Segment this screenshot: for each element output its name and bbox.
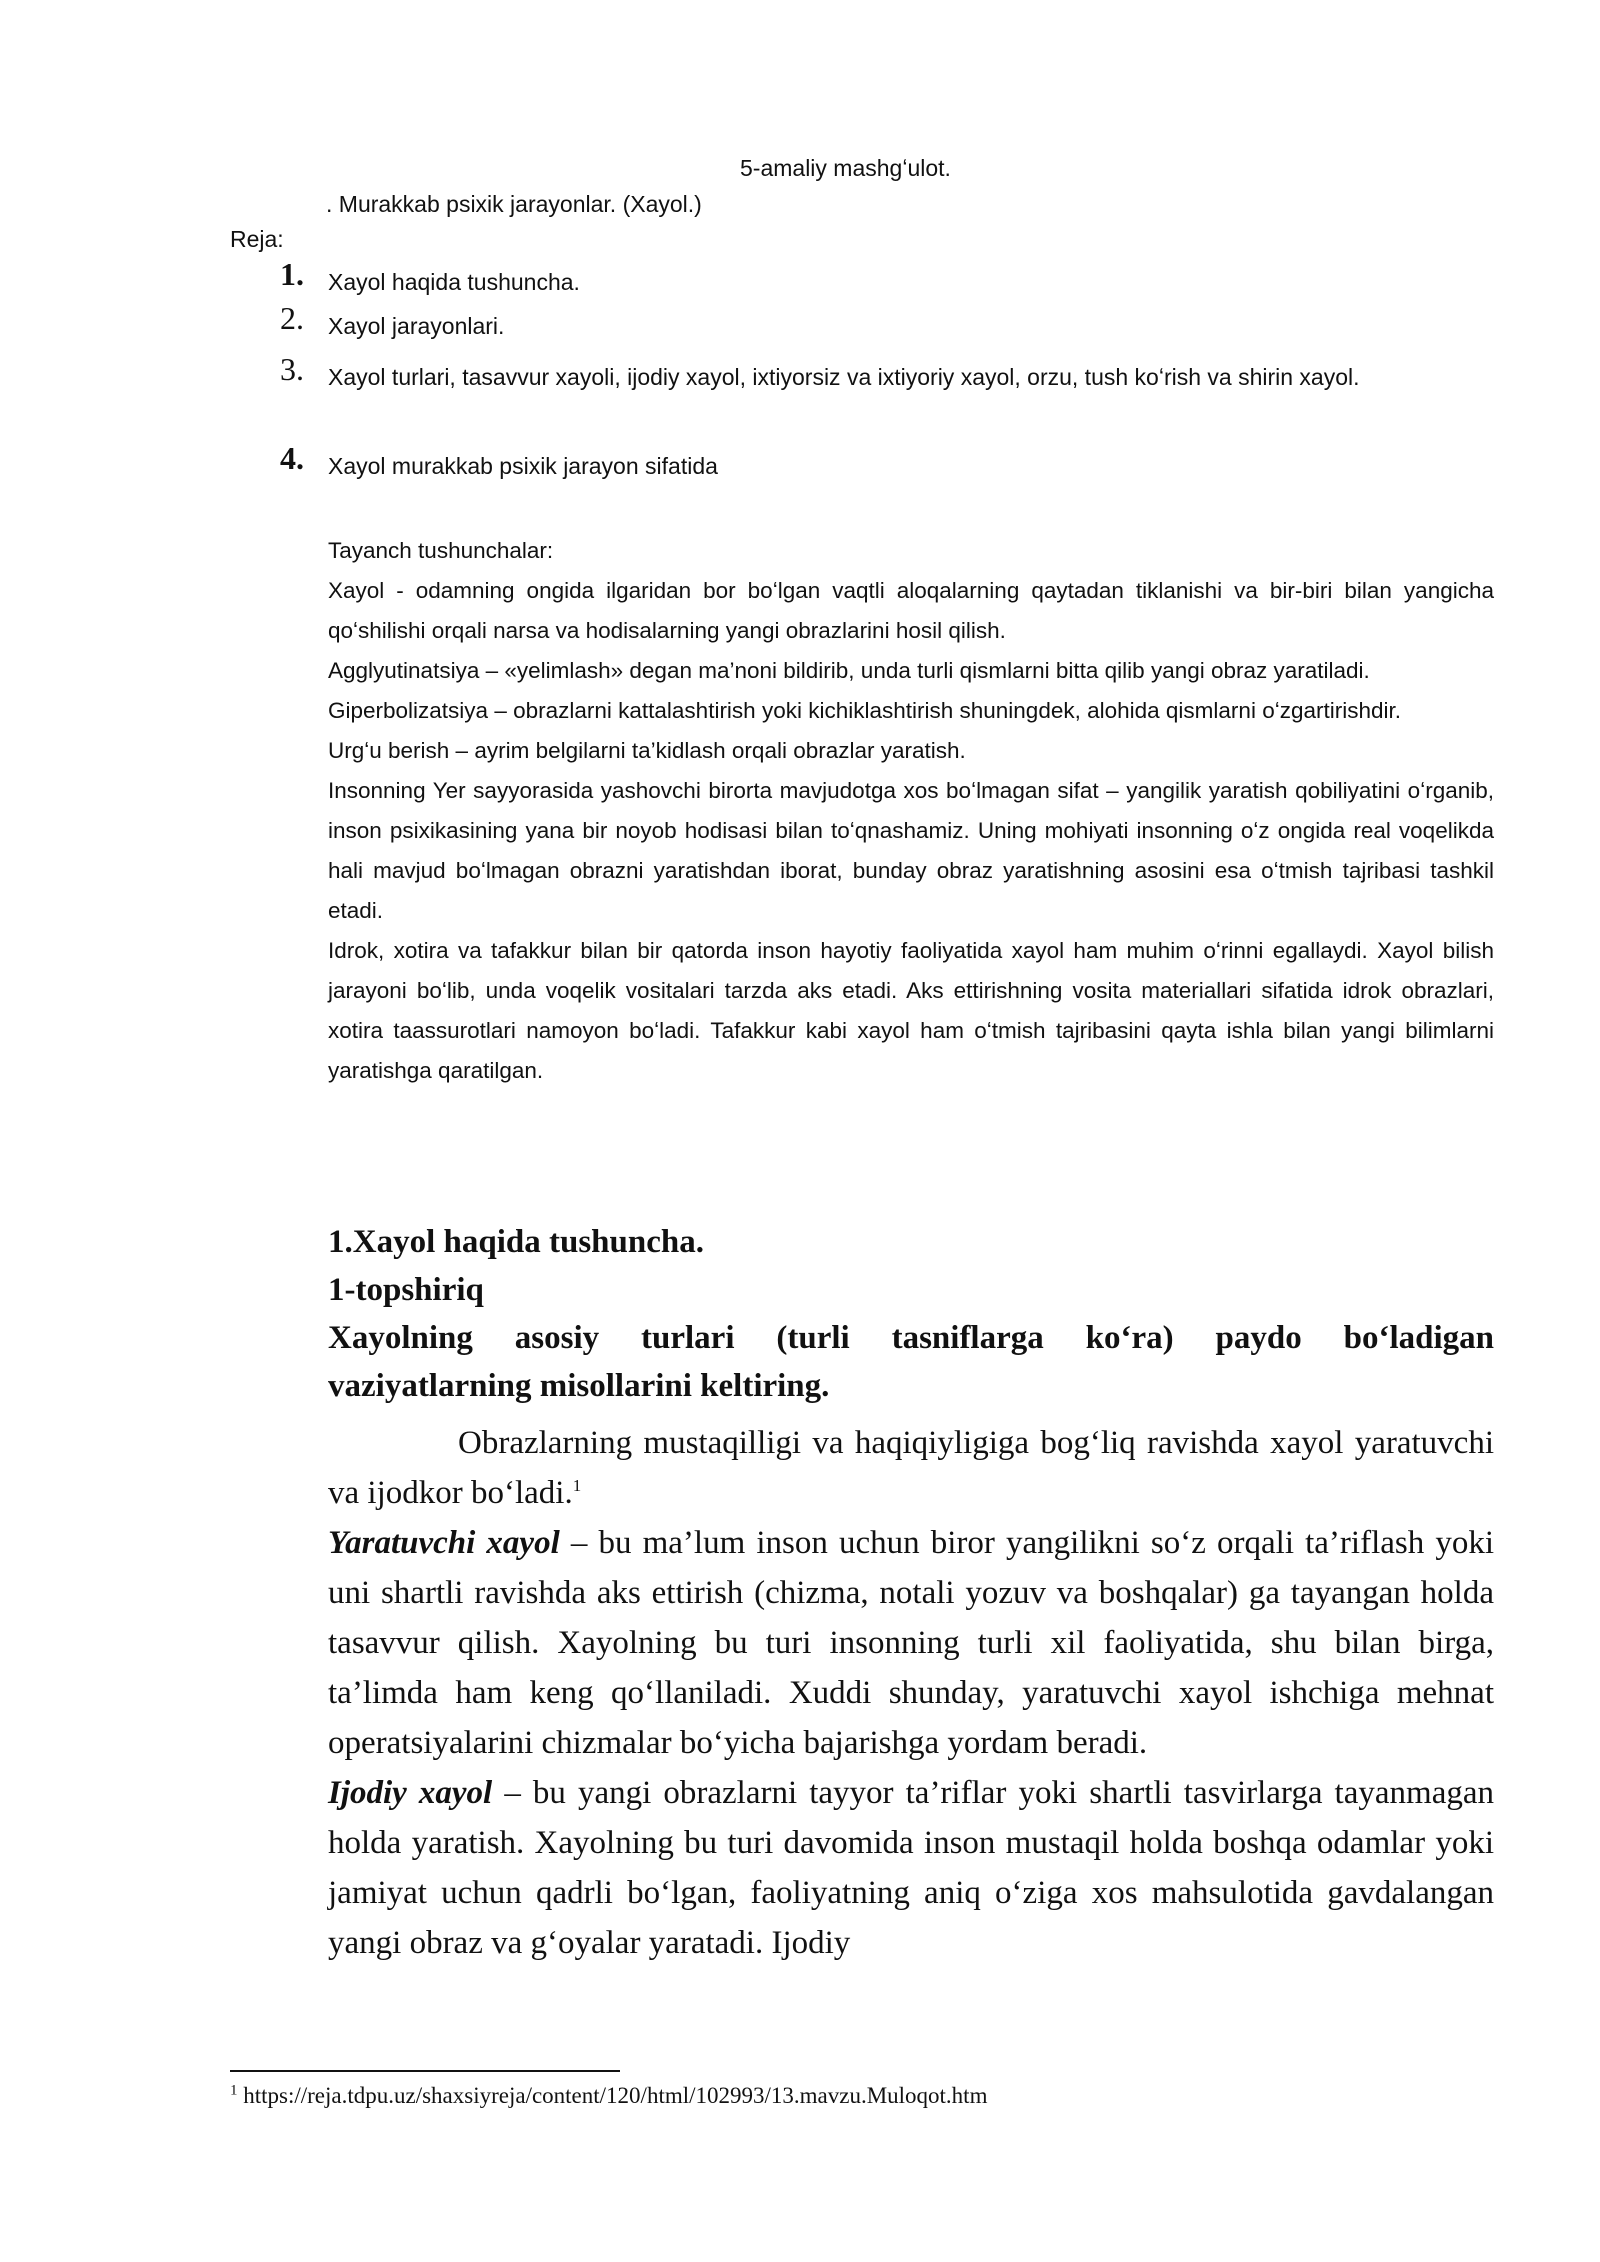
plan-item-text: Xayol jarayonlari. xyxy=(328,313,505,339)
paragraph-text: – bu yangi obrazlarni tayyor ta’riflar yoki shartli tasvirlarga tayanmagan holda yaratish. Xayolning bu turi davomida inson mustaqil holda boshqa odamlar yoki jamiyat uchun qadrli boʻlgan, faoliyatning aniq oʻziga xos mahsulotida gavdalangan yangi obraz va gʻoyalar yaratadi. Ijodiy xyxy=(328,1775,1494,1961)
page-subtitle: . Murakkab psixik jarayonlar. (Xayol.) xyxy=(326,191,702,217)
task-prompt: Xayolning asosiy turlari (turli tasniflarga koʻra) paydo boʻladigan xyxy=(328,1320,1494,1356)
concept-item: Giperbolizatsiya – obrazlarni kattalashtirish yoki kichiklashtirish shuningdek, alohida qismlarni oʻzgartirishdir. xyxy=(328,698,1401,723)
concept-item: Agglyutinatsiya – «yelimlash» degan ma’noni bildirib, unda turli qismlarni bitta qilib yangi obraz yaratiladi. xyxy=(328,658,1370,683)
section-heading: 1.Xayol haqida tushuncha. xyxy=(328,1224,704,1260)
footnote-reference[interactable]: 1 xyxy=(572,1476,582,1495)
concept-item: Insonning Yer sayyorasida yashovchi birorta mavjudotga xos boʻlmagan sifat – yangilik yaratish qobiliyatini oʻrganib, inson psixikasining yana bir noyob hodisasi bilan toʻqnashamiz. Uning mohiyati insonning oʻz ongida real voqelikda hali mavjud boʻlmagan obrazni yaratishdan iborat, bunday obraz yaratishning asosini esa oʻtmish tajribasi tashkil etadi. xyxy=(328,778,1494,923)
plan-number: 4. xyxy=(280,440,304,476)
plan-number: 2. xyxy=(280,300,304,336)
term-yaratuvchi-xayol: Yaratuvchi xayol xyxy=(328,1525,560,1561)
intro-text: Obrazlarning mustaqilligi va haqiqiyligiga bogʻliq ravishda xayol yaratuvchi va ijodkor boʻladi. xyxy=(328,1425,1494,1511)
paragraph-text: – bu ma’lum inson uchun biror yangilikni soʻz orqali ta’riflash yoki uni shartli ravishda aks ettirish (chizma, notali yozuv va boshqalar) ga tayangan holda tasavvur qilish. Xayolning bu turi insonning turli xil faoliyatida, shu bilan birga, ta’limda ham keng qoʻllaniladi. Xuddi shunday, yaratuvchi xayol ishchiga mehnat operatsiyalarini chizmalar boʻyicha bajarishga yordam beradi. xyxy=(328,1525,1495,1761)
intro-paragraph xyxy=(328,1418,1494,1518)
paragraph-ijodiy xyxy=(328,1768,1494,1968)
footnote-url[interactable]: https://reja.tdpu.uz/shaxsiyreja/content/120/html/102993/13.mavzu.Muloqot.htm xyxy=(237,2083,988,2108)
concept-item: Idrok, xotira va tafakkur bilan bir qatorda inson hayotiy faoliyatida xayol ham muhim oʻrinni egallaydi. Xayol bilish jarayoni boʻlib, unda voqelik vositalari tarzda aks etadi. Aks ettirishning vosita materiallari sifatida idrok obrazlari, xotira taassurotlari namoyon boʻladi. Tafakkur kabi xayol ham oʻtmish tajribasini qayta ishla bilan yangi bilimlarni yaratishga qaratilgan. xyxy=(328,938,1494,1083)
concept-item: Xayol - odamning ongida ilgaridan bor boʻlgan vaqtli aloqalarning qaytadan tiklanishi va bir-biri bilan yangicha qoʻshilishi orqali narsa va hodisalarning yangi obrazlarini hosil qilish. xyxy=(328,578,1494,643)
concept-item: Urgʻu berish – ayrim belgilarni ta’kidlash orqali obrazlar yaratish. xyxy=(328,738,966,763)
plan-number: 3. xyxy=(280,351,304,387)
key-concepts xyxy=(328,531,1494,1091)
plan-number: 1. xyxy=(280,256,304,292)
task-label: 1-topshiriq xyxy=(328,1272,484,1308)
term-ijodiy-xayol: Ijodiy xayol xyxy=(328,1775,493,1811)
plan-item-text: Xayol turlari, tasavvur xayoli, ijodiy xayol, ixtiyorsiz va ixtiyoriy xayol, orzu, tush koʻrish va shirin xayol. xyxy=(328,364,1360,390)
section-heading-block xyxy=(328,1218,1494,1410)
footnote-mark: 1 xyxy=(230,2082,238,2099)
footnote xyxy=(230,2083,987,2109)
page-title: 5-amaliy mashgʻulot. xyxy=(740,155,951,181)
body-text xyxy=(328,1418,1494,1968)
task-prompt-continued: vaziyatlarning misollarini keltiring. xyxy=(328,1368,830,1404)
plan-item-text: Xayol murakkab psixik jarayon sifatida xyxy=(328,453,718,479)
plan-item-text: Xayol haqida tushuncha. xyxy=(328,269,580,295)
footnote-separator xyxy=(230,2070,620,2072)
plan-label: Reja: xyxy=(230,226,284,252)
key-concepts-heading: Tayanch tushunchalar: xyxy=(328,538,554,563)
paragraph-yaratuvchi xyxy=(328,1518,1494,1768)
